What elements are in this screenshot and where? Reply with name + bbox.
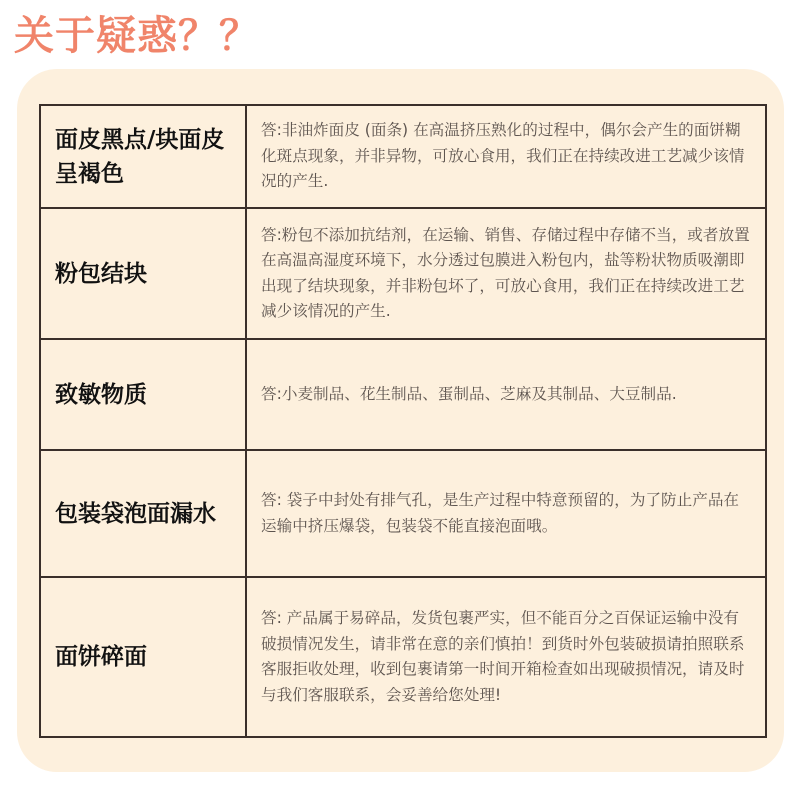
faq-question: 面皮黑点/块面皮呈褐色 (40, 105, 246, 208)
faq-answer: 答:粉包不添加抗结剂，在运输、销售、存储过程中存储不当，或者放置在高温高湿度环境下，水分透过包膜进入粉包内，盐等粉状物质吸潮即出现了结块现象，并非粉包坏了，可放心食用，我们正在持续改进工艺减少该情况的产生. (246, 208, 766, 339)
faq-row (40, 208, 766, 339)
faq-answer: 答:小麦制品、花生制品、蛋制品、芝麻及其制品、大豆制品. (246, 339, 766, 450)
faq-row (40, 577, 766, 737)
faq-answer: 答:非油炸面皮 (面条) 在高温挤压熟化的过程中，偶尔会产生的面饼糊化斑点现象，并非异物，可放心食用，我们正在持续改进工艺减少该情况的产生. (246, 105, 766, 208)
faq-row (40, 105, 766, 208)
faq-answer: 答: 产品属于易碎品，发货包裹严实，但不能百分之百保证运输中没有破损情况发生，请非常在意的亲们慎拍！到货时外包装破损请拍照联系客服拒收处理，收到包裹请第一时间开箱检查如出现破损情况，请及时与我们客服联系，会妥善给您处理! (246, 577, 766, 737)
faq-row (40, 339, 766, 450)
faq-question: 致敏物质 (40, 339, 246, 450)
faq-answer: 答: 袋子中封处有排气孔，是生产过程中特意预留的，为了防止产品在运输中挤压爆袋，包装袋不能直接泡面哦。 (246, 450, 766, 577)
page-title: 关于疑惑？？ (14, 13, 260, 59)
faq-table (39, 104, 767, 738)
faq-question: 粉包结块 (40, 208, 246, 339)
faq-question: 包装袋泡面漏水 (40, 450, 246, 577)
faq-question: 面饼碎面 (40, 577, 246, 737)
faq-row (40, 450, 766, 577)
